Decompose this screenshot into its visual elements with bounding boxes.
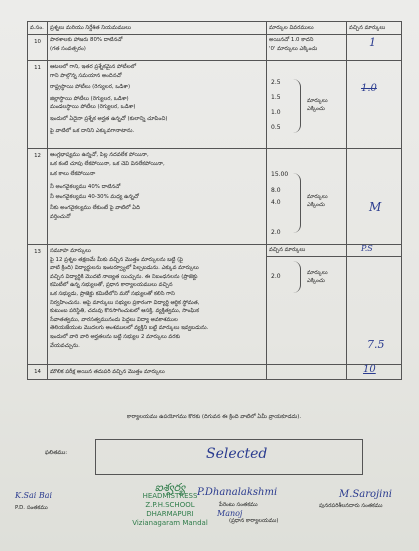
desc-line: వచ్చిన విద్యార్థికి మొదటి నాణ్యత యిచ్చును. ఈ నిబంధనలను (ప్రాజెక్టు	[50, 273, 198, 280]
handwritten-mark: 7.5	[367, 338, 385, 351]
stamp-line: Vizianagaram Mandal	[132, 519, 208, 527]
table-header	[28, 22, 402, 35]
row-sno: 14	[28, 365, 48, 380]
table-row	[28, 61, 402, 149]
table-row	[28, 35, 402, 61]
row-marks	[267, 61, 347, 149]
result-box	[95, 439, 363, 475]
marks-table	[27, 21, 402, 380]
brace-label: మార్కులు	[307, 270, 328, 276]
brace-icon	[293, 261, 301, 293]
desc-line: సేవాతత్వము, వారసత్వమునందు పెద్దలు విద్యా అవకాశముల	[50, 316, 178, 323]
header-marks-got: వచ్చిన మార్కులు	[347, 22, 402, 35]
signature-role: పేరెంటు సంతకము	[219, 502, 258, 508]
desc-line: ఒక సభ్యుడు, ప్రాజెక్టు కమిటీలోని మరో సభ్యులతో కలిసి గాని	[50, 290, 175, 297]
signature-block	[15, 491, 52, 512]
handwritten-mark: P.S	[361, 244, 373, 253]
signature-role: పునరపరిశీలనదారు సంతకము	[319, 503, 383, 509]
marks-value: 8.0	[271, 187, 281, 194]
row-sno: 10	[28, 35, 48, 61]
marks-note: '0' మార్కులు ఎక్కించు	[269, 45, 318, 52]
desc-line: (గత సంవత్సరం)	[50, 45, 86, 52]
desc-line: రాష్ట్రస్థాయి పోటీలు (రెగ్యులర, ఒడిశా)	[50, 84, 131, 91]
row-sno: 13	[28, 245, 48, 365]
brace-label: ఎక్కించు	[307, 278, 325, 284]
handwritten-mark: 10	[363, 364, 376, 375]
handwritten-mark: 1.0	[361, 83, 377, 94]
desc-line: తెలియజేయుట మొదలగు అంశములలో వ్యక్తిని బట్టి మార్కులు ఇవ్వబడును.	[50, 325, 209, 332]
signature-name: P.Dhanalakshmi	[197, 487, 278, 498]
brace-icon	[293, 173, 301, 233]
row-marks	[267, 149, 347, 245]
stamp-line: Z.P.H.SCHOOL	[145, 501, 195, 509]
table-row	[28, 365, 402, 380]
desc-line: మండలస్థాయి పోటీలు (రెగ్యులర, ఒడిశా)	[50, 104, 136, 111]
brace-label: మార్కులు	[307, 194, 328, 200]
marks-value: 15.00	[271, 171, 289, 178]
stamp-signature: ఐశ్వర్య	[154, 481, 186, 494]
brace-label: ఎక్కించు	[307, 202, 325, 208]
row-marks	[267, 35, 347, 61]
desc-line: పాఠశాలకు హాజరు 80% దాటినచో	[50, 37, 123, 43]
desc-line: గాని పాల్గొన్న సమయాన అందినచో	[50, 72, 122, 79]
result-value: Selected	[206, 446, 268, 462]
handwritten-mark: M	[369, 200, 382, 214]
brace-label: మార్కులు	[307, 98, 328, 104]
desc-line: పై 12 ప్రశ్నల తక్షణమే మీకు వచ్చిన మొత్తం మార్కులను బట్టి (పై	[50, 256, 184, 263]
desc-line: నీకు అంగవైకల్యము లేకుంటే పై వాటిలో ఏది	[50, 204, 140, 211]
signature-name: K.Sai Bai	[15, 491, 53, 500]
desc-line: ఆంగ్లభాష్యము ఉన్నచో, పిల్ల నదవలేక పోయినా,	[50, 152, 149, 158]
desc-line: ఒక కాలు లేకపోయినా	[50, 171, 96, 178]
signature-name: Manoj	[217, 509, 243, 518]
header-marks-detail: మార్కుల వివరములు	[267, 22, 347, 35]
row-got	[347, 35, 402, 61]
signature-block	[217, 509, 279, 525]
row-description	[48, 149, 267, 245]
got-subheader	[347, 245, 401, 257]
row-sno: 11	[28, 61, 48, 149]
marks-value: 2.0	[271, 273, 281, 280]
table-row	[28, 245, 402, 365]
table-row	[28, 149, 402, 245]
desc-line: వేయవచ్చును.	[50, 342, 80, 349]
marks-value: 2.0	[271, 229, 281, 236]
stamp-line: HEADMISTRESS	[142, 492, 198, 500]
desc-line: వర్తించునో	[50, 213, 71, 220]
row-description	[48, 35, 267, 61]
desc-line: నిర్వహించును. ఆపై మార్కులు సభ్యుల ప్రకారంగా విద్యార్థి ఆర్థిక స్థోమత,	[50, 299, 200, 306]
desc-line: ఇందులో వారి వారి అర్హతలను బట్టి సభ్యుల 2 మార్కులు వరకు	[50, 333, 181, 340]
row-marks	[267, 245, 347, 365]
desc-line: సమూహ మార్కులు	[50, 248, 91, 254]
signature-block	[319, 489, 392, 510]
result-label: ఫలితము:	[45, 450, 68, 456]
stamp-line: DHARMAPURI	[146, 510, 194, 518]
desc-line: జిల్లాస్థాయి పోటీలు (రెగ్యులర, ఒడిశా)	[50, 95, 129, 102]
desc-line: కుటుంబ పరిస్థితి, చదువు కొనసాగించుటలో ఆసక్తి, వ్యక్తిత్వము, సాంఘిక	[50, 308, 199, 315]
marks-note: అయినచో 1.0 కాదని	[269, 37, 314, 43]
marks-value: 0.5	[271, 124, 281, 131]
desc-line: కమిటీలో ఉన్న సభ్యులతో, ప్రధాన కార్యాలయములు వచ్చిన	[50, 282, 173, 289]
row-description	[48, 245, 267, 365]
signature-name: M.Sarojini	[339, 489, 392, 500]
desc-line: ఒక కంటి చూపు లేకపోయినా, ఒక చెవి వినలేకపోయినా,	[50, 160, 165, 167]
brace-icon	[293, 79, 301, 133]
header-description: ప్రశ్నలు మరియు నిర్దేశిత నియమములు	[48, 22, 267, 35]
signature-block	[197, 487, 277, 509]
handwritten-mark: 1	[369, 36, 376, 49]
row-got	[347, 149, 402, 245]
row-got	[347, 61, 402, 149]
marks-subheader: వచ్చిన మార్కులు	[267, 245, 346, 257]
desc-line: నీ అంగవైకల్యము 40-30% మధ్య ఉన్నచో	[50, 194, 139, 201]
desc-line: నీ అంగవైకల్యము 40% దాటినచో	[50, 183, 121, 190]
desc-line: ఇందులో ఏదైనా ప్రశ్నేక అర్హత ఉన్నచో (కులాన్ని చూపించి)	[50, 115, 168, 122]
row-description	[48, 61, 267, 149]
signature-role: (ప్రధాన కార్యాలయము)	[229, 518, 279, 524]
desc-line: మౌలిక పరీక్ష అయిన తదుపరి వచ్చిన మొత్తం మార్కులు	[50, 368, 165, 375]
row-got	[347, 245, 402, 365]
row-marks	[267, 365, 347, 380]
office-note: కార్యాలయము ఉపయోగము కొరకు (దిగువన ఈ క్రింది వాటిలో ఏమీ వ్రాయకూడదు).	[126, 414, 302, 420]
marks-value: 1.5	[271, 94, 281, 101]
marks-value: 1.0	[271, 109, 281, 116]
marks-value: 4.0	[271, 199, 281, 206]
desc-line: వాటి క్రింది) విద్యార్థులను ఇంటర్వ్యూలో పిల్చబడును. ఎక్కువ మార్కులు	[50, 265, 199, 272]
brace-label: ఎక్కించు	[307, 106, 325, 112]
row-description	[48, 365, 267, 380]
marks-value: 2.5	[271, 79, 281, 86]
row-got	[347, 365, 402, 380]
desc-line: పై వాటిలో ఒక దానిని ఎక్కువగానాటాను.	[50, 127, 135, 134]
row-sno: 12	[28, 149, 48, 245]
signature-role: P.D. సంతకము	[15, 505, 48, 511]
desc-line: ఆటలలో గాని, ఇతర ప్రశ్నేకమైన పోటీలలో	[50, 64, 137, 70]
header-sno: వ.సం.	[28, 22, 48, 35]
